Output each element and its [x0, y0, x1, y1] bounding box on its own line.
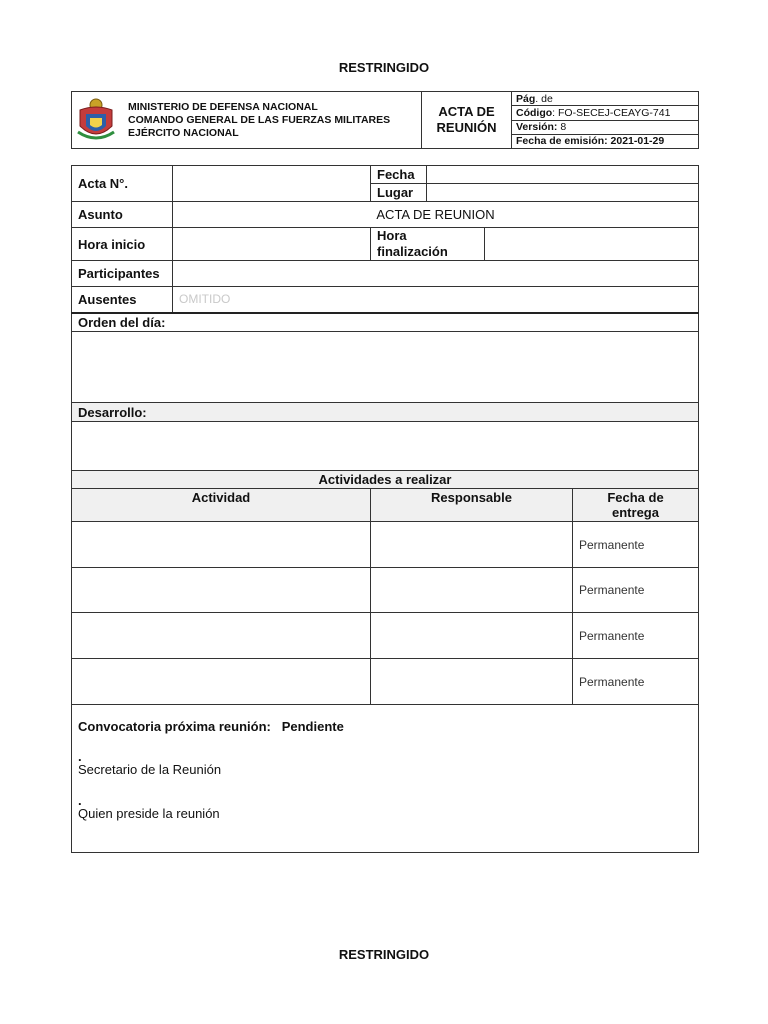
document-header [71, 91, 699, 149]
table-row [72, 659, 699, 705]
table-row [72, 522, 699, 568]
army-crest-icon [76, 96, 116, 144]
asunto-field[interactable]: ACTA DE REUNION [173, 202, 699, 228]
header-org-cell [72, 92, 422, 149]
desarrollo-field[interactable] [72, 422, 699, 471]
ausentes-field[interactable]: OMITIDO [173, 287, 699, 313]
secretario-label: Secretario de la Reunión [78, 762, 222, 777]
actividad-cell[interactable] [72, 659, 371, 705]
actividad-cell[interactable] [72, 568, 371, 613]
meeting-form [71, 165, 699, 853]
actividades-title: Actividades a realizar [72, 471, 699, 489]
hora-fin-label: Hora finalización [371, 228, 485, 261]
version-field: Versión: 8 [512, 120, 699, 134]
col-responsable-header: Responsable [371, 489, 573, 522]
fecha-entrega-cell[interactable]: Permanente [573, 613, 699, 659]
asunto-label: Asunto [72, 202, 173, 228]
page-number-field: Pág. de [512, 92, 699, 106]
responsable-cell[interactable] [371, 659, 573, 705]
classification-top: RESTRINGIDO [338, 60, 430, 75]
org-line-1: MINISTERIO DE DEFENSA NACIONAL [128, 100, 318, 113]
acta-number-label: Acta N°. [72, 166, 173, 202]
participantes-label: Participantes [72, 261, 173, 287]
table-row [72, 568, 699, 613]
emission-date-field: Fecha de emisión: 2021-01-29 [512, 134, 699, 148]
responsable-cell[interactable] [371, 613, 573, 659]
ausentes-label: Ausentes [72, 287, 173, 313]
lugar-field[interactable] [427, 184, 699, 202]
actividad-cell[interactable] [72, 613, 371, 659]
fecha-label: Fecha [371, 166, 427, 184]
col-fecha-header: Fecha de entrega [573, 489, 699, 522]
org-line-3: EJÉRCITO NACIONAL [128, 126, 239, 139]
orden-del-dia-label: Orden del día: [72, 313, 699, 332]
document-title: ACTA DE REUNIÓN [422, 92, 512, 149]
table-row [72, 613, 699, 659]
fecha-field[interactable] [427, 166, 699, 184]
lugar-label: Lugar [371, 184, 427, 202]
convocatoria-line: Convocatoria próxima reunión: Pendiente [78, 719, 344, 734]
actividad-cell[interactable] [72, 522, 371, 568]
code-field: Código: FO-SECEJ-CEAYG-741 [512, 106, 699, 120]
responsable-cell[interactable] [371, 522, 573, 568]
classification-bottom: RESTRINGIDO [338, 947, 430, 962]
hora-inicio-field[interactable] [173, 228, 371, 261]
preside-label: Quien preside la reunión [78, 806, 220, 821]
fecha-entrega-cell[interactable]: Permanente [573, 568, 699, 613]
responsable-cell[interactable] [371, 568, 573, 613]
fecha-entrega-cell[interactable]: Permanente [573, 659, 699, 705]
hora-fin-field[interactable] [485, 228, 699, 261]
fecha-entrega-cell[interactable]: Permanente [573, 522, 699, 568]
acta-number-field[interactable] [173, 166, 371, 202]
signature-section: Convocatoria próxima reunión: Pendiente . Secretario de la Reunión . Quien preside la reunión [72, 705, 699, 853]
orden-del-dia-field[interactable] [72, 332, 699, 403]
hora-inicio-label: Hora inicio [72, 228, 173, 261]
col-actividad-header: Actividad [72, 489, 371, 522]
desarrollo-label: Desarrollo: [72, 403, 699, 422]
participantes-field[interactable] [173, 261, 699, 287]
org-line-2: COMANDO GENERAL DE LAS FUERZAS MILITARES [128, 113, 391, 126]
